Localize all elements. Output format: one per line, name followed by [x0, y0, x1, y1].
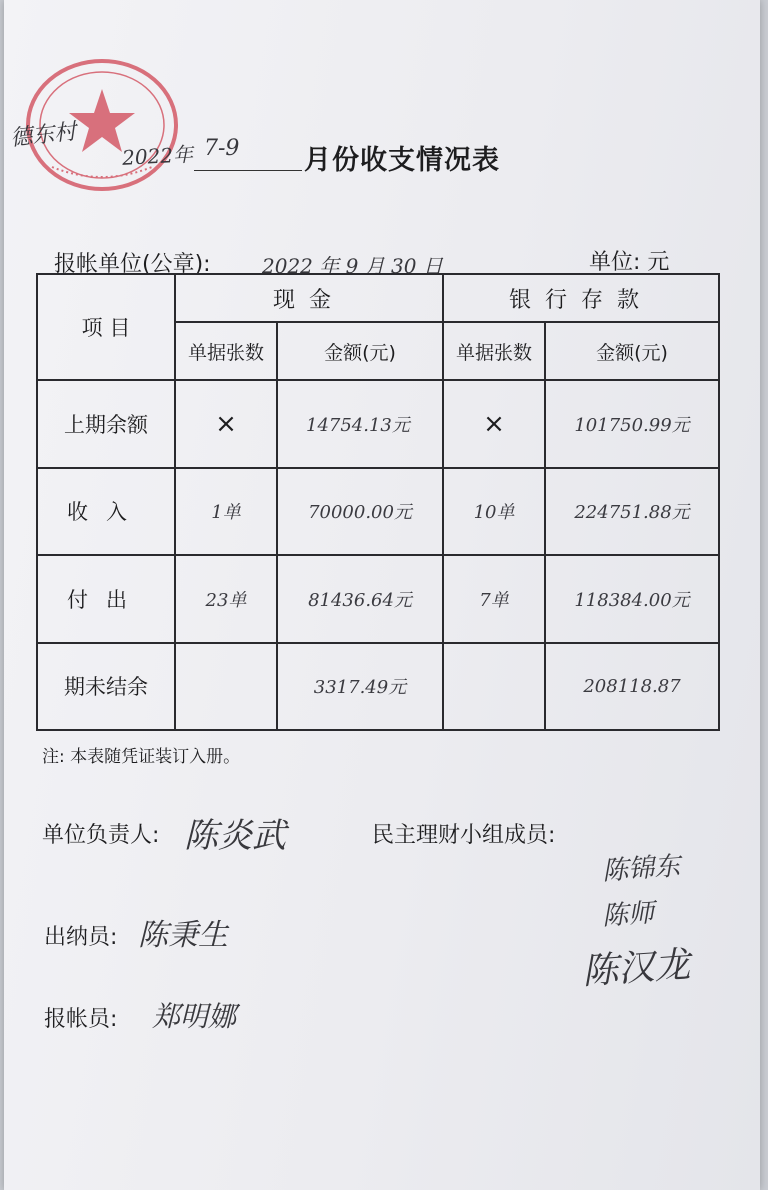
finance-group-label: 民主理财小组成员:: [372, 823, 556, 848]
cashier-signature: 陈秉生: [138, 918, 228, 953]
period-value: 7-9: [204, 136, 240, 161]
cash-count-cell: 23单: [175, 555, 277, 643]
cash-amount-header: 金额(元): [277, 322, 443, 380]
bank-count-cell: [443, 643, 545, 731]
year-prefix: 2022年: [121, 142, 194, 170]
row-label: 上期余额: [37, 380, 175, 468]
bank-amount-cell: 118384.00元: [545, 555, 719, 643]
report-unit-label: 报帐单位(公章):: [54, 252, 211, 277]
cash-amount-cell: 3317.49元: [277, 643, 443, 731]
binding-note: 注: 本表随凭证装订入册。: [42, 747, 241, 767]
ledger-table: [36, 273, 720, 731]
bank-count-header: 单据张数: [443, 322, 545, 380]
table-row: [37, 555, 719, 643]
document-page: [4, 0, 760, 1190]
cash-amount-cell: 81436.64元: [277, 555, 443, 643]
header-row: [37, 274, 719, 322]
table-row: [37, 380, 719, 468]
report-date: 2022 年 9 月 30 日: [262, 254, 443, 278]
group-member-signature: 陈师: [601, 898, 656, 932]
cash-count-cell: 1单: [175, 468, 277, 556]
period-underline: [194, 170, 302, 171]
page-title: 月份收支情况表: [304, 145, 500, 176]
responsible-label: 单位负责人:: [42, 823, 160, 848]
group-member-signature: 陈锦东: [601, 851, 682, 887]
bank-count-cell: 10单: [443, 468, 545, 556]
bank-count-cell: 7单: [443, 555, 545, 643]
bank-count-cell: ×: [443, 380, 545, 468]
table-row: [37, 643, 719, 731]
row-label: 收入: [37, 468, 175, 556]
currency-unit: 单位: 元: [589, 250, 670, 275]
bank-amount-cell: 208118.87: [545, 643, 719, 731]
cash-count-cell: ×: [175, 380, 277, 468]
cashier-label: 出纳员:: [44, 925, 118, 950]
bank-header: 银行存款: [443, 274, 719, 322]
bank-amount-cell: 224751.88元: [545, 468, 719, 556]
cash-count-cell: [175, 643, 277, 731]
cash-amount-cell: 14754.13元: [277, 380, 443, 468]
item-header: 项 目: [37, 274, 175, 380]
village-name: 德东村: [9, 119, 78, 152]
responsible-signature: 陈炎武: [184, 816, 286, 856]
table-row: [37, 468, 719, 556]
group-member-signature: 陈汉龙: [580, 944, 692, 993]
row-label: 付出: [37, 555, 175, 643]
cash-amount-cell: 70000.00元: [277, 468, 443, 556]
accountant-label: 报帐员:: [44, 1007, 118, 1032]
accountant-signature: 郑明娜: [152, 1000, 237, 1033]
cash-header: 现金: [175, 274, 443, 322]
row-label: 期未结余: [37, 643, 175, 731]
cash-count-header: 单据张数: [175, 322, 277, 380]
bank-amount-cell: 101750.99元: [545, 380, 719, 468]
bank-amount-header: 金额(元): [545, 322, 719, 380]
